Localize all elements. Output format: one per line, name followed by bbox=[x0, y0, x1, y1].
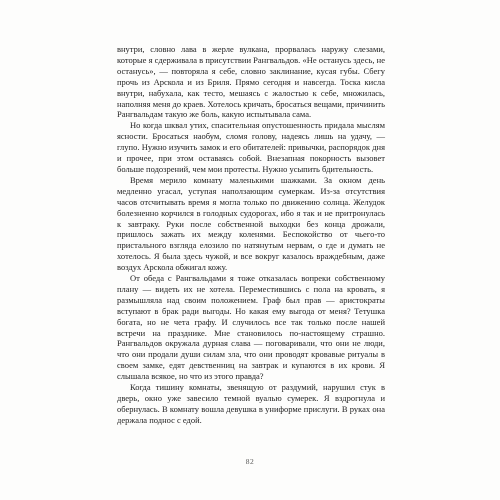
paragraph: внутри, словно лава в жерле вулкана, прорвалась наружу слезами, которые я сдерживала в присутствии Рангвальдов. «Не останусь здесь, не останусь», — повторяла я себе, словно заклинание, кусая губы. Сбегу прочь из Арскола и из Бриля. Прямо сегодня и навсегда. Тоска кисла внутри, набухала, как тесто, мешаясь с жалостью к себе, множилась, наполняя меня до краев. Хотелось кричать, бросаться вещами, причинить Рангвальдам такую же боль, какую испытывала сама. bbox=[117, 44, 385, 120]
page-number: 82 bbox=[245, 457, 255, 466]
paragraph: От обеда с Рангвальдами я тоже отказалась вопреки собственному плану — видеть их не хотела. Переместившись с пола на кровать, я размышляла над своим положением. Граф был прав — аристократы вступают в брак ради выгоды. Но какая ему выгода от меня? Тетушка богата, но не чета графу. И случилось все так только после нашей встречи на празднике. Мне становилось по-настоящему страшно. Рангвальдов окружала дурная слава — поговаривали, что они не люди, что они продали души силам зла, что они проводят кровавые ритуалы в своем замке, едят девственниц на завтрак и купаются в их крови. Я слышала всякое, но что из этого правда? bbox=[117, 273, 385, 382]
paragraph: Когда тишину комнаты, звенящую от раздумий, нарушил стук в дверь, окно уже завесило темной вуалью сумерек. Я вздрогнула и обернулась. В комнату вошла девушка в униформе прислуги. В руках она держала поднос с едой. bbox=[117, 382, 385, 425]
paragraph: Время мерило комнату маленькими шажками. За окном день медленно угасал, уступая наползающим сумеркам. Из-за отсутствия часов отсчитывать время я могла только по движению солнца. Желудок болезненно корчился в голодных судорогах, ибо я так и не притронулась к завтраку. Руки после собственной выходки без конца дрожали, пришлось зажать их между коленями. Беспокойство от чьего-то пристального взгляда елозило по натянутым нервам, о где и думать не хотелось. Я была здесь чужой, и все вокруг казалось враждебным, даже воздух Арскола обжигал кожу. bbox=[117, 174, 385, 273]
body-text bbox=[117, 44, 385, 426]
paragraph: Но когда шквал утих, спасительная опустошенность придала мыслям ясности. Бросаться наобум, сломя голову, надеясь лишь на удачу, — глупо. Нужно изучить замок и его обитателей: привычки, распорядок дня и прочее, при этом оставаясь собой. Внезапная покорность вызовет больше подозрений, чем мои протесты. Нужно усыпить бдительность. bbox=[117, 120, 385, 174]
